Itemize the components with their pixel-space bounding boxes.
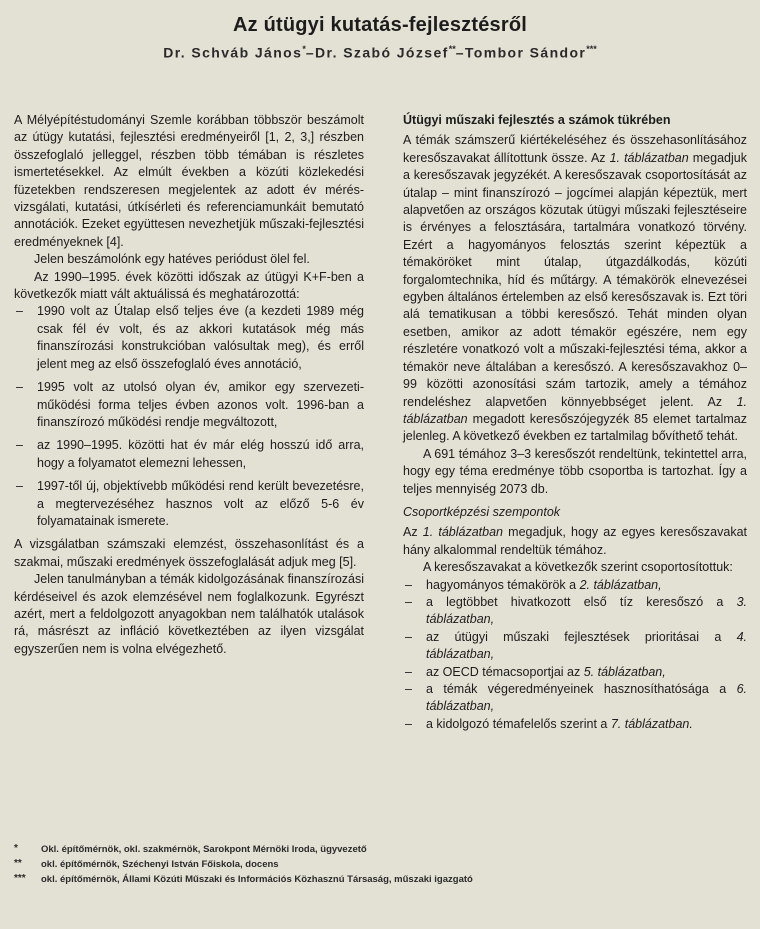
paragraph: A 691 témához 3–3 keresőszót rendeltünk, tekintettel arra, hogy egy téma eredménye több csoportba is tartozhat. Így a teljes mennyiség 2073 db.	[403, 446, 747, 496]
table-reference: 1. táblázatban	[403, 394, 747, 426]
footnote-mark: *	[14, 843, 18, 854]
footnote	[14, 857, 744, 872]
section-heading: Útügyi műszaki fejlesztés a számok tükrében	[403, 113, 671, 127]
table-reference: 7. táblázatban.	[610, 716, 693, 731]
table-reference: 1. táblázatban	[609, 150, 689, 165]
text-run: A témák számszerű kiértékeléséhez és összehasonlításához keresőszavakat állítottunk össze. Az	[403, 133, 747, 165]
article-title: Az útügyi kutatás-fejlesztésről	[232, 14, 528, 36]
list-item: – 1997-től új, objektívebb működési rend került bevezetésre, a megtervezéséhez hasznos volt az előző 5-6 év folyamatainak ismerete.	[14, 478, 364, 530]
paragraph	[403, 524, 747, 559]
footnote-mark: ***	[14, 873, 26, 884]
list-item: – a témák végeredményeinek hasznosíthatósága a 6. táblázatban,	[403, 681, 747, 716]
footnote-mark: **	[14, 858, 22, 869]
author-tombor: Tombor Sándor	[464, 44, 587, 61]
list-item: – az 1990–1995. közötti hat év már elég hosszú idő arra, hogy a folyamatot elemezni lehessen,	[14, 437, 364, 472]
list-item: – a kidolgozó témafelelős szerint a 7. táblázatban.	[403, 716, 747, 733]
author-szabo: Dr. Szabó József	[315, 44, 449, 61]
paragraph: A keresőszavakat a következők szerint csoportosítottuk:	[423, 560, 733, 575]
footnote-mark: **	[448, 44, 456, 54]
footnote	[14, 872, 744, 887]
paragraph	[403, 132, 747, 445]
footnote-mark: *	[302, 44, 306, 54]
text-run: megadjuk a keresőszavak jegyzékét. A keresőszavak csoportosítását az útalap – mint finanszírozó – jogcímei alapján képeztük, mert alapvetően az országos közutak útügyi műszaki fejlesztéseire is érvényes a felosztására, tartalmára vonatkozó törvény. Ezért a hagyományos felosztás szerint képeztük a témaköröket mint útalap, útgazdálkodás, közúti forgalomtechnika, híd és műtárgy. A témakörök elnevezései egyben általános értelemben az első keresőszavak is. Ezt töri alá tematikusan a többi keresőszó. Tehát minden olyan esetben, amikor az adott témakör egészére, nem egy részletére vonatkozó volt a műszaki-fejlesztési téma, akkor a témakör neve általában a keresőszó. A keresőszavakhoz 0–99 közötti azonosítási szám tartozik, amely a témához rendeléshez alapvetően könnyebbséget jelent. Az	[403, 150, 747, 409]
subsection-heading: Csoportképzési szempontok	[403, 504, 561, 519]
footnote-text: okl. építőmérnök, Széchenyi István Főiskola, docens	[41, 859, 279, 870]
list-item: – az OECD témacsoportjai az 5. táblázatban,	[403, 664, 747, 681]
text-run: Az	[403, 525, 423, 540]
table-reference: 3. táblázatban,	[426, 594, 747, 627]
table-reference: 1. táblázatban	[422, 525, 503, 540]
paragraph: Az 1990–1995. évek közötti időszak az útügyi K+F-ben a következők miatt vált aktuálissá és meghatározottá:	[14, 269, 364, 302]
list-item: – 1995 volt az utolsó olyan év, amikor egy szervezeti-működési forma teljes évben azonos volt. 1996-ban a finanszírozó működési rendje megváltozott,	[14, 379, 364, 431]
footnote-text: Okl. építőmérnök, okl. szakmérnök, Sarokpont Mérnöki Iroda, ügyvezető	[41, 844, 367, 855]
table-reference: 2. táblázatban,	[579, 577, 662, 592]
text-run: megadjuk, hogy az egyes keresőszavakat hány alkalommal rendeltük témához.	[403, 525, 748, 557]
list-item: – 1990 volt az Útalap első teljes éve (a kezdeti 1989 még csak fél év volt, és az akkori kutatások még más finanszírozási konstrukcióban valósultak meg), és erről jelent meg az első összefoglaló éves annotáció,	[14, 303, 364, 373]
list-item: – hagyományos témakörök a 2. táblázatban,	[403, 577, 747, 594]
author-schvab: Dr. Schváb János	[163, 44, 303, 61]
right-column	[403, 112, 747, 733]
footnote	[14, 842, 744, 857]
list-item: – a legtöbbet hivatkozott első tíz keresőszó a 3. táblázatban,	[403, 594, 747, 629]
paragraph: Jelen beszámolónk egy hatéves periódust ölel fel.	[34, 252, 310, 267]
paragraph: Jelen tanulmányban a témák kidolgozásának finanszírozási kérdéseivel és azok elemzésével nem foglalkozunk. Egyrészt azért, mert a feldolgozott anyagokban nem találhatók utalások rá, másrészt az infláció következtében az ilyen vizsgálat egyszerűen nem is volna elvégezhető.	[14, 572, 364, 656]
table-reference: 4. táblázatban,	[426, 629, 747, 662]
table-reference: 6. táblázatban,	[426, 682, 747, 714]
footnote-text: okl. építőmérnök, Állami Közúti Műszaki és Információs Közhasznú Társaság, műszaki igazgató	[41, 874, 473, 885]
author-line	[0, 44, 760, 61]
grouping-list	[403, 577, 747, 734]
table-reference: 5. táblázatban,	[583, 664, 666, 679]
footnotes	[14, 842, 744, 887]
author-separator: –	[455, 44, 465, 61]
footnote-mark: ***	[586, 44, 597, 54]
left-column	[14, 112, 364, 658]
paragraph: A Mélyépítéstudományi Szemle korábban többször beszámolt az útügy kutatási, fejlesztési eredményeiről [1, 2, 3,] részben összefoglaló jelleggel, részben több témában is részletes ismertetésekkel. Az elmúlt években a közúti közlekedési füzetekben rendszeresen megjelentek az adott év mérés-vizsgálati, kutatási, útkísérleti és referenciamunkáit bemutató annotációk. Ezeket együttesen nevezhetjük műszaki-fejlesztési eredményeknek [4].	[14, 113, 364, 249]
author-separator: –	[305, 44, 316, 61]
list-item: – az útügyi műszaki fejlesztések prioritásai a 4. táblázatban,	[403, 629, 747, 664]
paragraph: A vizsgálatban számszaki elemzést, összehasonlítást és a szakmai, műszaki eredmények összefoglalását adjuk meg [5].	[14, 537, 364, 569]
reason-list	[14, 303, 364, 530]
text-run: megadott keresőszójegyzék 85 elemet tartalmaz jelenleg. A következő években ez tartalmilag bővíthető tehát.	[403, 411, 747, 444]
